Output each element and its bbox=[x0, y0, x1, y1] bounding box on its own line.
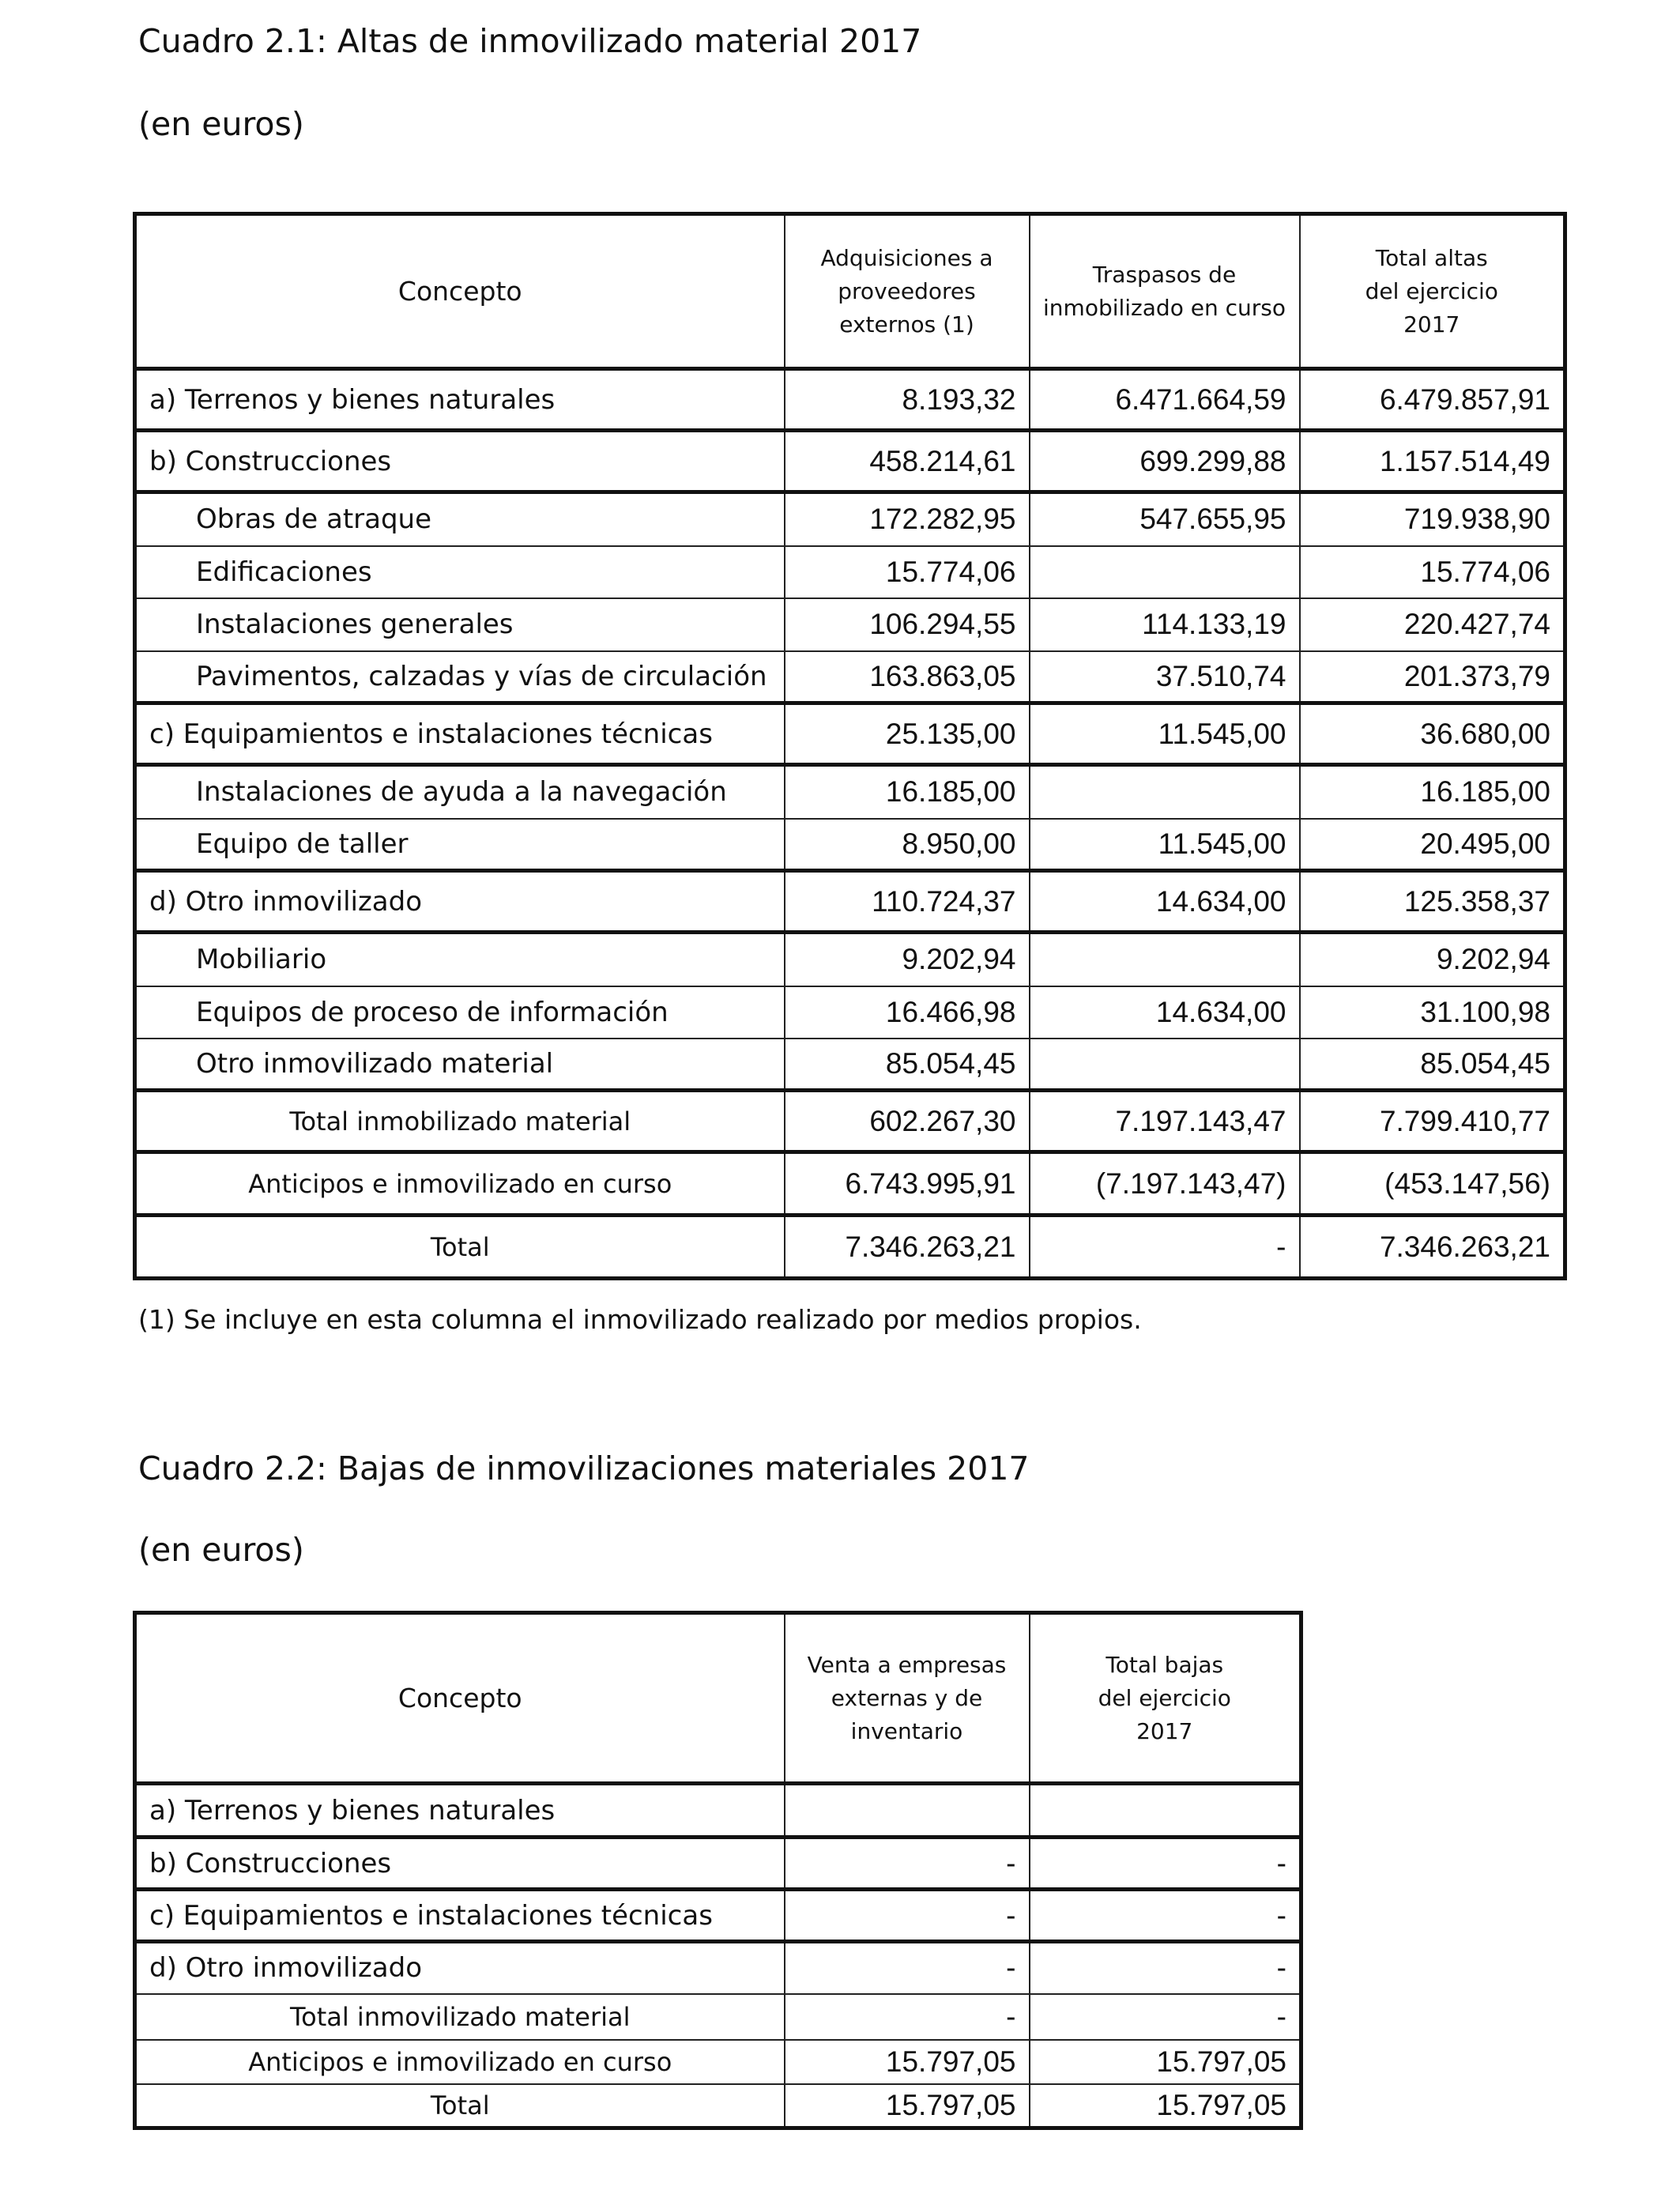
header-line: Total bajas bbox=[1106, 1651, 1224, 1678]
table-row bbox=[135, 492, 1565, 546]
cell-traspasos bbox=[1030, 933, 1300, 986]
table-row-total bbox=[135, 2084, 1301, 2128]
cell-total: 6.479.857,91 bbox=[1300, 369, 1565, 431]
table-row bbox=[135, 369, 1565, 431]
row-label: Obras de atraque bbox=[135, 492, 785, 546]
cell-total: 9.202,94 bbox=[1300, 933, 1565, 986]
header-line: externos (1) bbox=[839, 311, 974, 337]
header-concepto: Concepto bbox=[135, 214, 785, 369]
table-row bbox=[135, 1039, 1565, 1091]
cell-adquisiciones: 163.863,05 bbox=[785, 651, 1030, 703]
row-label: d) Otro inmovilizado bbox=[135, 871, 785, 933]
header-line: del ejercicio bbox=[1365, 277, 1498, 304]
row-label: Mobiliario bbox=[135, 933, 785, 986]
cell-traspasos: 37.510,74 bbox=[1030, 651, 1300, 703]
cell-adquisiciones: 8.193,32 bbox=[785, 369, 1030, 431]
cell-total: 16.185,00 bbox=[1300, 765, 1565, 819]
header-adquisiciones bbox=[785, 214, 1030, 369]
row-label: Equipos de proceso de información bbox=[135, 986, 785, 1039]
table-row-total bbox=[135, 1152, 1565, 1216]
header-line: 2017 bbox=[1136, 1717, 1193, 1744]
cell-total: - bbox=[1030, 1890, 1301, 1942]
cell-total: 7.346.263,21 bbox=[1300, 1216, 1565, 1279]
table-row bbox=[135, 651, 1565, 703]
header-line: proveedores bbox=[838, 277, 976, 304]
table-header-row bbox=[135, 214, 1565, 369]
table-header-row bbox=[135, 1613, 1301, 1784]
cell-total: - bbox=[1030, 1942, 1301, 1994]
cell-adquisiciones: 16.185,00 bbox=[785, 765, 1030, 819]
altas-table bbox=[133, 212, 1567, 1280]
row-label: Total bbox=[135, 1216, 785, 1279]
table-row bbox=[135, 703, 1565, 765]
table-row bbox=[135, 1838, 1301, 1890]
cell-traspasos: 699.299,88 bbox=[1030, 431, 1300, 492]
table-row bbox=[135, 598, 1565, 651]
cell-traspasos: 6.471.664,59 bbox=[1030, 369, 1300, 431]
row-label: Edificaciones bbox=[135, 546, 785, 598]
cell-venta: - bbox=[785, 1890, 1030, 1942]
header-concepto: Concepto bbox=[135, 1613, 785, 1784]
cell-traspasos: 11.545,00 bbox=[1030, 703, 1300, 765]
row-label: Instalaciones generales bbox=[135, 598, 785, 651]
cell-adquisiciones: 15.774,06 bbox=[785, 546, 1030, 598]
header-total-bajas bbox=[1030, 1613, 1301, 1784]
table-row-total bbox=[135, 1994, 1301, 2040]
header-line: inmobilizado en curso bbox=[1043, 294, 1286, 321]
cell-total: 1.157.514,49 bbox=[1300, 431, 1565, 492]
cell-traspasos: 14.634,00 bbox=[1030, 871, 1300, 933]
cell-total: 125.358,37 bbox=[1300, 871, 1565, 933]
row-label: a) Terrenos y bienes naturales bbox=[135, 1784, 785, 1838]
table-row bbox=[135, 765, 1565, 819]
row-label: Pavimentos, calzadas y vías de circulación bbox=[135, 651, 785, 703]
cell-traspasos: 7.197.143,47 bbox=[1030, 1091, 1300, 1152]
cell-traspasos bbox=[1030, 1039, 1300, 1091]
cell-adquisiciones: 16.466,98 bbox=[785, 986, 1030, 1039]
cell-venta bbox=[785, 1784, 1030, 1838]
row-label: Total inmovilizado material bbox=[135, 1994, 785, 2040]
cell-venta: - bbox=[785, 1942, 1030, 1994]
header-line: inventario bbox=[850, 1717, 963, 1744]
cell-adquisiciones: 6.743.995,91 bbox=[785, 1152, 1030, 1216]
header-line: del ejercicio bbox=[1098, 1684, 1231, 1711]
cell-adquisiciones: 110.724,37 bbox=[785, 871, 1030, 933]
cell-traspasos: (7.197.143,47) bbox=[1030, 1152, 1300, 1216]
cell-total: 15.797,05 bbox=[1030, 2084, 1301, 2128]
row-label: Total bbox=[135, 2084, 785, 2128]
bajas-table bbox=[133, 1611, 1303, 2130]
table-row-total bbox=[135, 1216, 1565, 1279]
cell-adquisiciones: 7.346.263,21 bbox=[785, 1216, 1030, 1279]
cell-total: (453.147,56) bbox=[1300, 1152, 1565, 1216]
cell-total: 220.427,74 bbox=[1300, 598, 1565, 651]
table-row bbox=[135, 431, 1565, 492]
cell-adquisiciones: 25.135,00 bbox=[785, 703, 1030, 765]
cell-total: 15.774,06 bbox=[1300, 546, 1565, 598]
cell-adquisiciones: 602.267,30 bbox=[785, 1091, 1030, 1152]
table2-title: Cuadro 2.2: Bajas de inmovilizaciones materiales 2017 bbox=[138, 1449, 1030, 1487]
table-row bbox=[135, 1890, 1301, 1942]
cell-adquisiciones: 106.294,55 bbox=[785, 598, 1030, 651]
cell-total: 31.100,98 bbox=[1300, 986, 1565, 1039]
cell-traspasos bbox=[1030, 546, 1300, 598]
row-label: Anticipos e inmovilizado en curso bbox=[135, 1152, 785, 1216]
cell-adquisiciones: 458.214,61 bbox=[785, 431, 1030, 492]
row-label: b) Construcciones bbox=[135, 1838, 785, 1890]
cell-traspasos: 11.545,00 bbox=[1030, 819, 1300, 871]
cell-total: - bbox=[1030, 1838, 1301, 1890]
cell-total: 36.680,00 bbox=[1300, 703, 1565, 765]
row-label: c) Equipamientos e instalaciones técnicas bbox=[135, 703, 785, 765]
row-label: Equipo de taller bbox=[135, 819, 785, 871]
table-row-total bbox=[135, 1091, 1565, 1152]
cell-total: 85.054,45 bbox=[1300, 1039, 1565, 1091]
cell-adquisiciones: 172.282,95 bbox=[785, 492, 1030, 546]
cell-venta: 15.797,05 bbox=[785, 2040, 1030, 2084]
table-row bbox=[135, 871, 1565, 933]
header-line: Total altas bbox=[1375, 244, 1488, 271]
header-line: Adquisiciones a bbox=[820, 244, 993, 271]
cell-traspasos: 547.655,95 bbox=[1030, 492, 1300, 546]
cell-total: 7.799.410,77 bbox=[1300, 1091, 1565, 1152]
footnote: (1) Se incluye en esta columna el inmovilizado realizado por medios propios. bbox=[138, 1304, 1142, 1335]
cell-total: 20.495,00 bbox=[1300, 819, 1565, 871]
header-line: 2017 bbox=[1403, 311, 1460, 337]
table-row bbox=[135, 1942, 1301, 1994]
header-venta bbox=[785, 1613, 1030, 1784]
table-row bbox=[135, 986, 1565, 1039]
table-row bbox=[135, 819, 1565, 871]
table1-title: Cuadro 2.1: Altas de inmovilizado material 2017 bbox=[138, 22, 922, 60]
cell-total bbox=[1030, 1784, 1301, 1838]
row-label: Anticipos e inmovilizado en curso bbox=[135, 2040, 785, 2084]
row-label: Otro inmovilizado material bbox=[135, 1039, 785, 1091]
cell-venta: 15.797,05 bbox=[785, 2084, 1030, 2128]
cell-traspasos: 114.133,19 bbox=[1030, 598, 1300, 651]
cell-traspasos bbox=[1030, 765, 1300, 819]
table-row-total bbox=[135, 2040, 1301, 2084]
cell-total: 201.373,79 bbox=[1300, 651, 1565, 703]
row-label: c) Equipamientos e instalaciones técnicas bbox=[135, 1890, 785, 1942]
cell-total: 15.797,05 bbox=[1030, 2040, 1301, 2084]
table-row bbox=[135, 1784, 1301, 1838]
cell-adquisiciones: 8.950,00 bbox=[785, 819, 1030, 871]
cell-total: - bbox=[1030, 1994, 1301, 2040]
header-line: Venta a empresas bbox=[807, 1651, 1007, 1678]
row-label: a) Terrenos y bienes naturales bbox=[135, 369, 785, 431]
row-label: Total inmobilizado material bbox=[135, 1091, 785, 1152]
cell-adquisiciones: 85.054,45 bbox=[785, 1039, 1030, 1091]
table2-unit: (en euros) bbox=[138, 1531, 304, 1569]
row-label: Instalaciones de ayuda a la navegación bbox=[135, 765, 785, 819]
table-row bbox=[135, 546, 1565, 598]
header-line: Traspasos de bbox=[1092, 261, 1237, 288]
cell-traspasos: - bbox=[1030, 1216, 1300, 1279]
cell-adquisiciones: 9.202,94 bbox=[785, 933, 1030, 986]
cell-venta: - bbox=[785, 1838, 1030, 1890]
table1-unit: (en euros) bbox=[138, 105, 304, 143]
header-line: externas y de bbox=[831, 1684, 983, 1711]
row-label: d) Otro inmovilizado bbox=[135, 1942, 785, 1994]
header-total-altas bbox=[1300, 214, 1565, 369]
header-traspasos bbox=[1030, 214, 1300, 369]
cell-venta: - bbox=[785, 1994, 1030, 2040]
cell-total: 719.938,90 bbox=[1300, 492, 1565, 546]
row-label: b) Construcciones bbox=[135, 431, 785, 492]
table-row bbox=[135, 933, 1565, 986]
cell-traspasos: 14.634,00 bbox=[1030, 986, 1300, 1039]
